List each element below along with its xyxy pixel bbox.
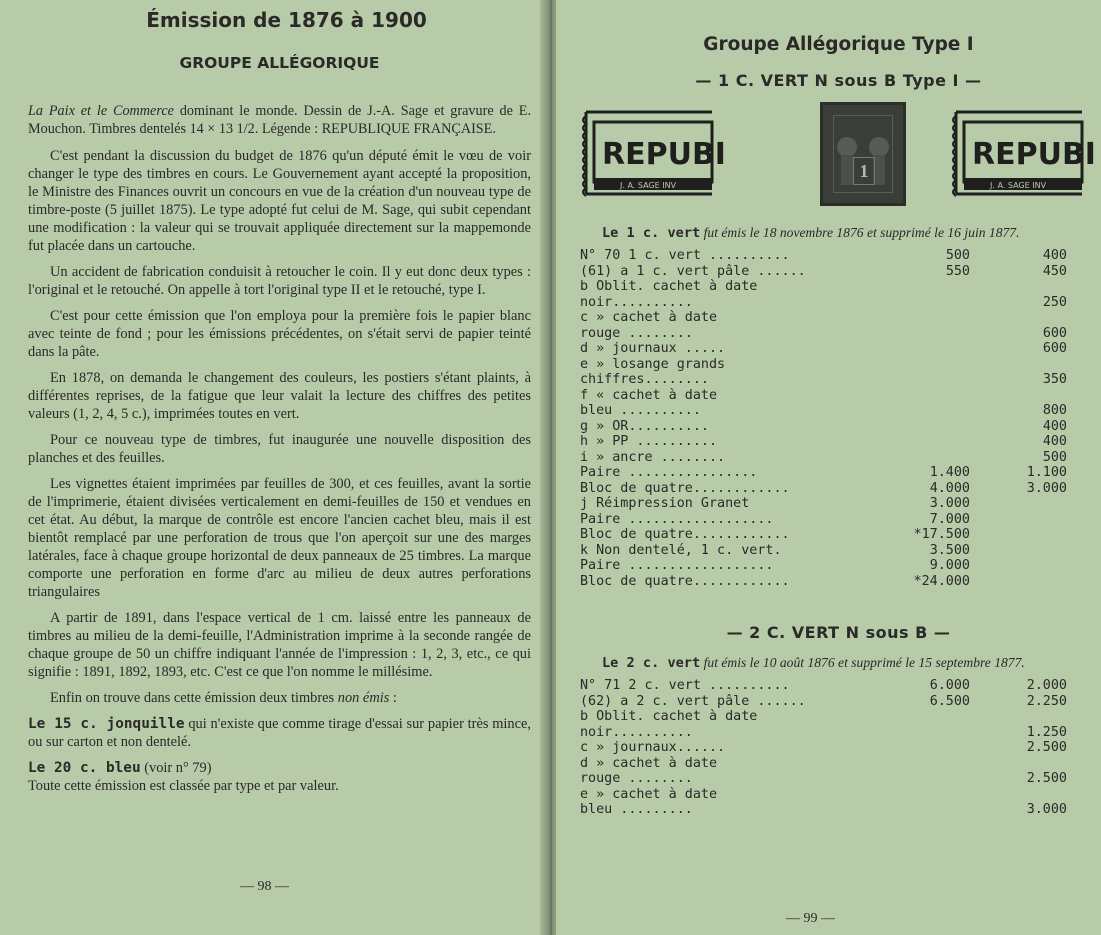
price-used: 3.000 [1026, 480, 1067, 496]
price-mint [830, 787, 1010, 803]
table-row [580, 465, 1097, 481]
price-mint: *17.500 [913, 527, 970, 542]
right-page [556, 0, 1101, 935]
price-used [1010, 709, 1097, 725]
price-mint [830, 771, 1010, 787]
price-used [1010, 543, 1097, 559]
price-used [1010, 310, 1097, 326]
price-mint [830, 434, 1010, 450]
table-row [580, 694, 1097, 710]
stamp-left-signature: J. A. SAGE INV [620, 181, 677, 190]
table-row [580, 771, 1097, 787]
intro-1c-italic: fut émis le 18 novembre 1876 et supprimé le 16 juin 1877. [700, 225, 1020, 240]
price-mint [830, 310, 1010, 326]
entry-label: bleu ......... [580, 802, 693, 817]
price-mint: 6.000 [929, 678, 970, 693]
price-mint [830, 725, 1010, 741]
price-mint: 7.000 [929, 511, 970, 527]
price-mint [830, 295, 1010, 311]
entry-label: e » losange grands [580, 356, 726, 372]
entry-label: Paire .................. [580, 558, 774, 573]
p1-italic: La Paix et le Commerce [28, 103, 174, 119]
table-row [580, 295, 1097, 311]
entry-label: N° 70 1 c. vert .......... [580, 248, 790, 263]
price-mint [830, 740, 1010, 756]
entry-label: b Oblit. cachet à date [580, 709, 758, 724]
price-used: 500 [1042, 449, 1067, 465]
table-row [580, 725, 1097, 741]
paragraph-9 [28, 689, 531, 707]
price-mint: 500 [945, 248, 970, 263]
entry-label: k Non dentelé, 1 c. vert. [580, 542, 782, 558]
entry-label: rouge ........ [580, 325, 693, 341]
price-mint: 550 [945, 263, 970, 279]
entry-label: noir.......... [580, 724, 693, 740]
price-mint [830, 709, 1010, 725]
price-used: 2.250 [1026, 693, 1067, 709]
entry-label: chiffres........ [580, 372, 709, 387]
price-mint [830, 450, 1010, 466]
stamp-detail-left [580, 108, 726, 202]
paragraph-8: A partir de 1891, dans l'espace vertical de 1 cm. laissé entre les panneaux de timbres au milieu de la demi-feuille, l'Administration imprime à la seconde rangée de chaque groupe de 50 un chiffre indiquant l'année de l'impression : 1, 2, 3, etc., ce qui signifie : 1891, 1892, 1893, etc. C'est ce que l'on nomme le millésime. [28, 610, 531, 680]
table-row [580, 310, 1097, 326]
table-row [580, 264, 1097, 280]
price-mint [830, 372, 1010, 388]
stamp-left-legend: REPUBI [602, 137, 726, 172]
price-mint [830, 357, 1010, 373]
paragraph-4: C'est pour cette émission que l'on employa pour la première fois le papier blanc avec teinte de fond ; pour les émissions précédentes, on s'était servi de papier teinté dans la pâte. [28, 308, 531, 360]
price-used: 450 [1042, 263, 1067, 279]
intro-2c [580, 654, 1097, 672]
table-row [580, 496, 1097, 512]
table-row [580, 341, 1097, 357]
entry-label: c » cachet à date [580, 310, 718, 325]
stamp-detail-right-drawing [950, 108, 1096, 202]
entry-label: Bloc de quatre............ [580, 573, 790, 589]
table-row [580, 558, 1097, 574]
table-row [580, 512, 1097, 528]
entry-label: noir.......... [580, 294, 693, 310]
table-row [580, 357, 1097, 373]
paragraph-6: Pour ce nouveau type de timbres, fut inaugurée une nouvelle disposition des planches et des feuilles. [28, 432, 531, 466]
catalogue-table-1c [580, 248, 1097, 589]
paragraph-12: Toute cette émission est classée par type et par valeur. [28, 778, 339, 794]
intro-2c-bold: Le 2 c. vert [602, 655, 701, 671]
price-used [1010, 388, 1097, 404]
intro-1c-bold: Le 1 c. vert [602, 225, 701, 241]
entry-label: j Réimpression Granet [580, 496, 750, 511]
p9-italic: non émis [337, 690, 390, 706]
entry-label: bleu .......... [580, 403, 701, 418]
entry-label: Bloc de quatre............ [580, 527, 790, 542]
table-row [580, 678, 1097, 694]
table-row [580, 787, 1097, 803]
entry-label: N° 71 2 c. vert .......... [580, 678, 790, 693]
right-page-title: Groupe Allégorique Type I [703, 34, 974, 55]
price-used [1010, 512, 1097, 528]
entry-label: Bloc de quatre............ [580, 480, 790, 496]
catalogue-table-2c [580, 678, 1097, 818]
entry-label: f « cachet à date [580, 387, 718, 403]
price-mint: 9.000 [929, 558, 970, 573]
entry-label: h » PP .......... [580, 434, 718, 449]
p10-text: qui n'existe que comme tirage d'essai sur papier très mince, ou sur carton et non dentelé. [28, 716, 531, 750]
entry-label: d » journaux ..... [580, 341, 726, 356]
price-mint [830, 802, 1010, 818]
table-row [580, 248, 1097, 264]
stamp-value-cartouche: 1 [853, 157, 875, 185]
p9-text-a: Enfin on trouve dans cette émission deux timbres [50, 690, 338, 706]
p11-text: (voir n° 79) [140, 760, 212, 776]
price-used: 1.250 [1026, 724, 1067, 740]
section-heading-1c: — 1 C. VERT N sous B Type I — [695, 71, 982, 90]
section-subtitle: GROUPE ALLÉGORIQUE [179, 54, 380, 72]
table-row [580, 388, 1097, 404]
table-row [580, 419, 1097, 435]
price-used [1010, 756, 1097, 772]
price-mint: 3.500 [929, 542, 970, 558]
paragraph-2: C'est pendant la discussion du budget de 1876 qu'un député émit le vœu de voir changer le type des timbres en cours. Le Gouvernement ayant accepté la proposition, le Ministre des Finances ouvrit un concours en vue de la création d'un nouveau type de timbre-poste (5 juillet 1875). Le type adopté fut celui de M. Sage, qui subit cependant une modification : la valeur qui se trouvait appliquée directement sur la mappemonde fut placée dans un cartouche. [28, 148, 531, 254]
price-mint [830, 403, 1010, 419]
entry-label: (61) a 1 c. vert pâle ...... [580, 263, 806, 279]
p10-bold: Le 15 c. jonquille [28, 716, 185, 732]
price-mint [830, 388, 1010, 404]
paragraph-7: Les vignettes étaient imprimées par feuilles de 300, et ces feuilles, avant la sortie de l'imprimerie, étaient divisées verticalement en demi-feuilles de 150 et vendues en cet état. Au début, la marque de contrôle est encore l'ancien cachet bleu, mais il est bientôt remplacé par une perforation de trous que l'on aperçoit sur une des marges latérales, face à chaque groupe horizontal de deux panneaux de 25 timbres. La marque comporte une perforation en forme d'arc au milieu de deux autres perforations triangulaires [28, 476, 531, 600]
section-heading-2c: — 2 C. VERT N sous B — [726, 623, 951, 642]
page-number-left: — 98 — [240, 879, 289, 894]
price-used: 350 [1042, 372, 1067, 387]
price-mint: 4.000 [929, 480, 970, 496]
p9-text-c: : [389, 690, 397, 706]
page-number-right: — 99 — [786, 911, 835, 926]
price-used: 2.000 [1026, 678, 1067, 693]
price-used [1010, 279, 1097, 295]
table-row [580, 802, 1097, 818]
page-title: Émission de 1876 à 1900 [146, 8, 427, 32]
price-used: 600 [1042, 325, 1067, 341]
paragraph-1 [28, 102, 531, 138]
price-mint [830, 326, 1010, 342]
intro-1c [580, 224, 1097, 242]
intro-2c-italic: fut émis le 10 août 1876 et supprimé le 15 septembre 1877. [700, 655, 1025, 670]
table-row [580, 574, 1097, 590]
entry-label: b Oblit. cachet à date [580, 279, 758, 294]
price-used: 400 [1042, 434, 1067, 449]
table-row [580, 372, 1097, 388]
table-row [580, 450, 1097, 466]
table-row [580, 326, 1097, 342]
p11-bold: Le 20 c. bleu [28, 760, 141, 776]
stamp-image-center [820, 102, 906, 206]
entry-label: (62) a 2 c. vert pâle ...... [580, 693, 806, 709]
entry-label: rouge ........ [580, 771, 693, 786]
stamp-detail-right [950, 108, 1096, 202]
table-row [580, 543, 1097, 559]
price-used [1010, 527, 1097, 543]
table-row [580, 403, 1097, 419]
price-mint [830, 279, 1010, 295]
price-used [1010, 496, 1097, 512]
entry-label: g » OR.......... [580, 418, 709, 434]
table-row [580, 527, 1097, 543]
stamp-right-legend: REPUBI [972, 137, 1096, 172]
price-used: 1.100 [1026, 465, 1067, 480]
entry-label: i » ancre ........ [580, 449, 726, 465]
price-used: 2.500 [1026, 740, 1067, 755]
price-used: 250 [1042, 294, 1067, 310]
entry-label: Paire .................. [580, 511, 774, 527]
price-used: 800 [1042, 403, 1067, 418]
paragraph-11 [28, 759, 531, 777]
price-used [1010, 787, 1097, 803]
price-used: 400 [1042, 248, 1067, 263]
stamp-detail-left-drawing [580, 108, 726, 202]
price-mint: 6.500 [929, 693, 970, 709]
price-used: 3.000 [1026, 802, 1067, 817]
price-mint: 1.400 [929, 465, 970, 480]
table-row [580, 434, 1097, 450]
stamp-right-signature: J. A. SAGE INV [990, 181, 1047, 190]
stamp-allegory-drawing [823, 105, 903, 203]
stamp-illustrations [570, 102, 1097, 220]
price-used [1010, 574, 1097, 590]
p1-text: dominant le monde. Dessin de J.-A. Sage et gravure de E. Mouchon. Timbres dentelés 14 × 13 1/2. Légende : REPUBLIQUE FRANÇAISE. [28, 103, 531, 137]
price-mint: 3.000 [929, 496, 970, 511]
price-used: 600 [1042, 341, 1067, 356]
entry-label: e » cachet à date [580, 786, 718, 802]
table-row [580, 709, 1097, 725]
table-row [580, 756, 1097, 772]
table-row [580, 279, 1097, 295]
price-used [1010, 558, 1097, 574]
price-used: 400 [1042, 418, 1067, 434]
paragraph-5: En 1878, on demanda le changement des couleurs, les postiers s'étant plaints, à différentes reprises, de la fatigue que leur valait la lecture des chiffres des petites valeurs (1, 2, 4, 5 c.), imprimées toutes en vert. [28, 370, 531, 422]
paragraph-10 [28, 715, 531, 751]
entry-label: Paire ................ [580, 465, 758, 480]
price-mint [830, 756, 1010, 772]
paragraph-3: Un accident de fabrication conduisit à retoucher le coin. Il y eut donc deux types : l'original et le retouché. On appelle à tort l'original type II et le retouché, type I. [28, 264, 531, 298]
price-used: 2.500 [1026, 771, 1067, 786]
price-mint: *24.000 [913, 573, 970, 589]
price-used [1010, 357, 1097, 373]
table-row [580, 481, 1097, 497]
table-row [580, 740, 1097, 756]
entry-label: c » journaux...... [580, 740, 726, 755]
entry-label: d » cachet à date [580, 755, 718, 771]
price-mint [830, 419, 1010, 435]
price-mint [830, 341, 1010, 357]
